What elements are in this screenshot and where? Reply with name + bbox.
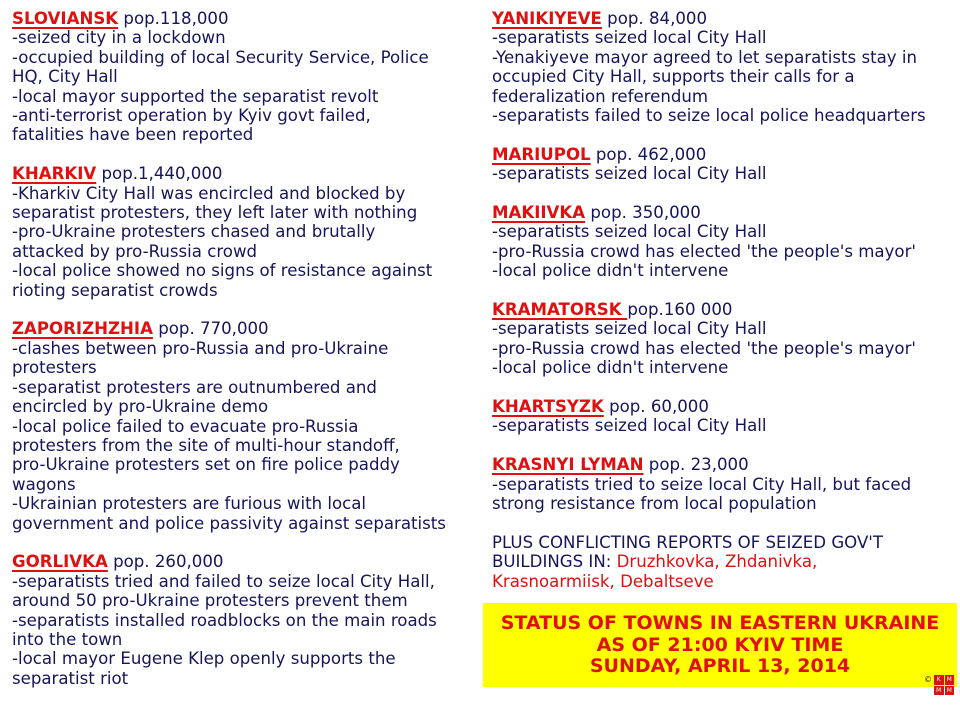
town-heading [12, 9, 482, 28]
plus-towns-2: Krasnoarmiisk, Debaltseve [492, 571, 714, 591]
town-population: pop.1,440,000 [96, 164, 223, 184]
town-heading [492, 203, 952, 222]
town-detail-line: -separatists seized local City Hall [492, 164, 767, 184]
town-population: pop.160 000 [627, 300, 733, 320]
status-line-2: AS OF 21:00 KYIV TIME [596, 633, 844, 656]
status-banner [483, 603, 957, 687]
plus-line-2: BUILDINGS IN: Druzhkovka, Zhdanivka, [492, 552, 818, 572]
town-detail-line: -separatists failed to seize local police headquarters [492, 106, 926, 126]
town-name: YANIKIYEVE [492, 9, 602, 28]
town-name: SLOVIANSK [12, 9, 119, 28]
town-entry [492, 455, 952, 513]
plus-towns-1: Druzhkovka, Zhdanivka, [616, 552, 818, 572]
town-detail-line: strong resistance from local population [492, 494, 817, 514]
town-entry [492, 9, 952, 125]
town-detail-line: -separatists seized local City Hall [492, 28, 767, 48]
right-column [492, 9, 952, 591]
town-detail-line: -Yenakiyeve mayor agreed to let separatists stay in [492, 47, 917, 67]
conflicting-reports [492, 533, 952, 591]
town-entry [12, 164, 482, 300]
town-heading [492, 9, 952, 28]
town-detail-line: -anti-terrorist operation by Kyiv govt failed, [12, 106, 371, 126]
town-detail-line: -local mayor Eugene Klep openly supports the [12, 649, 396, 669]
logo-letter: M [934, 686, 944, 696]
town-heading [492, 145, 952, 164]
town-entry [12, 9, 482, 145]
town-detail-line: rioting separatist crowds [12, 280, 218, 300]
town-detail-line: government and police passivity against separatists [12, 513, 446, 533]
town-heading [12, 319, 482, 338]
town-detail-line: separatist riot [12, 668, 129, 688]
town-entry [492, 300, 952, 378]
left-column [12, 9, 482, 708]
town-name: GORLIVKA [12, 552, 108, 572]
town-name: KHARKIV [12, 164, 97, 184]
town-detail-line: -local police showed no signs of resistance against [12, 261, 433, 281]
town-population: pop. 350,000 [585, 203, 701, 223]
town-population: pop.118,000 [118, 9, 229, 28]
town-name: KRAMATORSK [492, 300, 628, 320]
town-detail-line: -local police didn't intervene [492, 261, 729, 281]
town-population: pop. 60,000 [603, 397, 709, 417]
town-population: pop. 23,000 [643, 455, 749, 475]
town-detail-line: -local mayor supported the separatist revolt [12, 86, 379, 106]
town-heading [492, 397, 952, 416]
town-detail-line: -pro-Ukraine protesters chased and brutally [12, 222, 376, 242]
town-detail-line: fatalities have been reported [12, 125, 254, 145]
logo-letter: M [945, 686, 955, 696]
logo-letter: M [945, 675, 955, 685]
town-population: pop. 84,000 [601, 9, 708, 28]
town-heading [492, 300, 952, 319]
town-name: KRASNYI LYMAN [492, 455, 644, 475]
town-detail-line: -clashes between pro-Russia and pro-Ukraine [12, 338, 389, 358]
town-detail-line: -pro-Russia crowd has elected 'the people's mayor' [492, 241, 916, 261]
town-population: pop. 770,000 [152, 319, 269, 339]
town-detail-line: -pro-Russia crowd has elected 'the people's mayor' [492, 338, 916, 358]
town-entry [492, 145, 952, 184]
town-detail-line: -separatists seized local City Hall [492, 416, 767, 436]
town-detail-line: wagons [12, 474, 76, 494]
town-detail-line: into the town [12, 629, 123, 649]
kmm-logo [934, 675, 954, 695]
town-population: pop. 462,000 [590, 144, 707, 164]
town-entry [492, 203, 952, 281]
town-name: MARIUPOL [492, 144, 591, 164]
logo-letter: K [934, 675, 944, 685]
plus-line-1: PLUS CONFLICTING REPORTS OF SEIZED GOV'T [492, 532, 884, 552]
town-name: ZAPORIZHZHIA [12, 319, 153, 339]
town-detail-line: -occupied building of local Security Service, Police [12, 47, 429, 67]
town-name: KHARTSYZK [492, 397, 604, 417]
town-detail-line: encircled by pro-Ukraine demo [12, 397, 269, 417]
town-entry [492, 397, 952, 436]
town-heading [12, 164, 482, 183]
town-detail-line: around 50 pro-Ukraine protesters prevent them [12, 591, 408, 611]
town-detail-line: -Ukrainian protesters are furious with local [12, 494, 367, 514]
town-detail-line: federalization referendum [492, 86, 709, 106]
town-detail-line: protesters from the site of multi-hour standoff, [12, 435, 400, 455]
town-detail-line: -separatists tried to seize local City Hall, but faced [492, 474, 912, 494]
town-detail-line: separatist protesters, they left later with nothing [12, 203, 418, 223]
copyright-mark: © [924, 675, 932, 684]
status-line-1: STATUS OF TOWNS IN EASTERN UKRAINE [500, 612, 940, 634]
town-detail-line: -separatist protesters are outnumbered and [12, 377, 377, 397]
town-detail-line: pro-Ukraine protesters set on fire police paddy [12, 455, 400, 475]
town-entry [12, 552, 482, 688]
town-name: MAKIIVKA [492, 203, 586, 223]
town-detail-line: protesters [12, 358, 97, 378]
town-detail-line: -seized city in a lockdown [12, 28, 226, 48]
town-detail-line: -Kharkiv City Hall was encircled and blocked by [12, 183, 406, 203]
town-detail-line: -separatists seized local City Hall [492, 319, 767, 339]
town-entry [12, 319, 482, 532]
town-detail-line: attacked by pro-Russia crowd [12, 241, 258, 261]
town-detail-line: HQ, City Hall [12, 67, 118, 87]
town-detail-line: -local police failed to evacuate pro-Russia [12, 416, 359, 436]
town-detail-line: -separatists tried and failed to seize local City Hall, [12, 571, 435, 591]
town-heading [492, 455, 952, 474]
town-detail-line: -local police didn't intervene [492, 358, 729, 378]
town-heading [12, 552, 482, 571]
town-population: pop. 260,000 [107, 552, 224, 572]
town-detail-line: -separatists seized local City Hall [492, 222, 767, 242]
town-detail-line: -separatists installed roadblocks on the main roads [12, 610, 437, 630]
status-line-3: SUNDAY, APRIL 13, 2014 [589, 655, 851, 677]
town-detail-line: occupied City Hall, supports their calls for a [492, 67, 855, 87]
